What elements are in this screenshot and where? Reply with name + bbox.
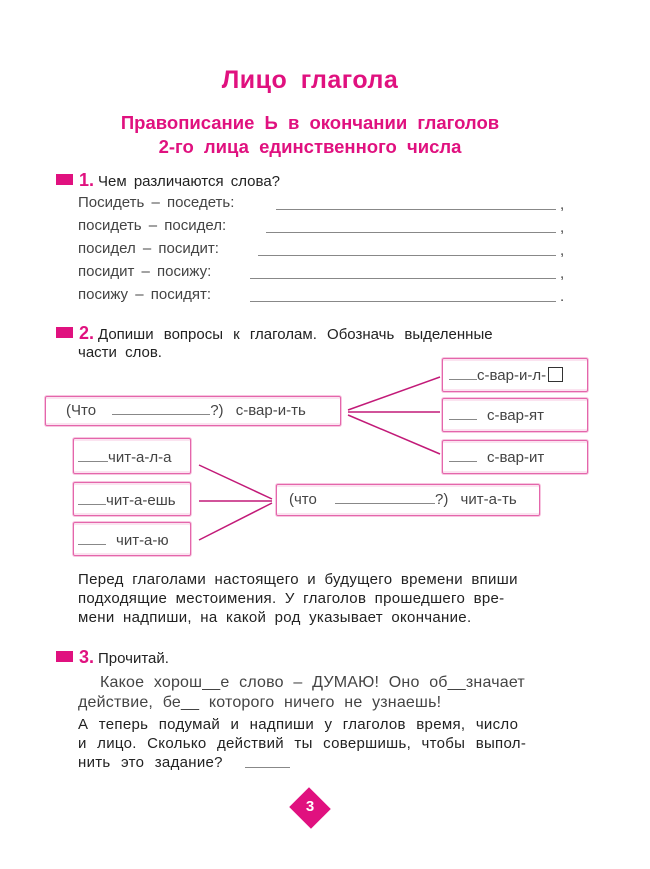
task3-question-line-1: А теперь подумай и надпиши у глаголов время, число — [78, 716, 519, 733]
pronoun-blank-svaril[interactable] — [449, 368, 477, 380]
task1-prompt: Чем различаются слова? — [98, 173, 281, 190]
task2-instruction-line-3: мени надпиши, на какой род указывает окончание. — [78, 609, 472, 626]
task2-prompt-line-2: части слов. — [78, 344, 162, 361]
task2-prompt-line-1: Допиши вопросы к глаголам. Обозначь выделенные — [98, 326, 493, 343]
task3-reading-line-2: действие, бе__ которого ничего не узнаешь! — [78, 694, 442, 711]
task3-reading-line-1: Какое хорош__е слово – ДУМАЮ! Оно об__значает — [100, 674, 525, 691]
subtitle-line-1: Правописание Ь в окончании глаголов — [120, 112, 500, 133]
page-number: 3 — [305, 798, 315, 815]
task3-answer-field[interactable] — [245, 767, 290, 768]
form-chitaesh: чит-а-ешь — [106, 492, 176, 509]
task1-row-4-punct: , — [560, 265, 565, 282]
form-svaril: с-вар-и-л- — [477, 367, 547, 384]
pronoun-blank-chitayu[interactable] — [78, 533, 106, 545]
question-blank-chitat[interactable] — [335, 492, 435, 504]
chitat-question-box — [276, 484, 540, 516]
form-box-chitaesh — [73, 482, 191, 516]
question-open: (Что — [66, 402, 97, 419]
task1-row-4-label: посидит – посижу: — [78, 263, 212, 280]
pronoun-blank-chitaesh[interactable] — [78, 493, 106, 505]
task3-question-line-3: нить это задание? — [78, 754, 223, 771]
word-chitat: чит-а-ть — [460, 491, 517, 508]
svarit-question-box — [45, 396, 341, 426]
task-marker-icon — [56, 651, 73, 662]
task3-question-line-2: и лицо. Сколько действий ты совершишь, чтобы выпол- — [78, 735, 527, 752]
form-chitala: чит-а-л-а — [108, 449, 172, 466]
task2-number: 2. — [79, 323, 95, 343]
form-box-svaril — [442, 358, 588, 392]
task3-number: 3. — [79, 647, 95, 667]
task1-row-3-label: посидел – посидит: — [78, 240, 219, 257]
task1-row-1-punct: , — [560, 196, 565, 213]
question-open: (что — [289, 491, 317, 508]
form-box-svarit — [442, 440, 588, 474]
task1-row-5-label: посижу – посидят: — [78, 286, 211, 303]
pronoun-blank-svaryat[interactable] — [449, 408, 477, 420]
task1-row-2-label: посидеть – посидел: — [78, 217, 227, 234]
ending-checkbox[interactable] — [548, 367, 563, 382]
task1-row-3-punct: , — [560, 242, 565, 259]
task1-row-2-punct: , — [560, 219, 565, 236]
task1-row-1-label: Посидеть – поседеть: — [78, 194, 235, 211]
form-box-chitayu — [73, 522, 191, 556]
page-title: Лицо глагола — [221, 66, 399, 94]
pronoun-blank-svarit[interactable] — [449, 450, 477, 462]
form-chitayu: чит-а-ю — [116, 532, 169, 549]
question-blank-svarit[interactable] — [112, 403, 210, 415]
task1-number: 1. — [79, 170, 95, 190]
word-svarit: с-вар-и-ть — [235, 402, 306, 419]
form-svarit: с-вар-ит — [487, 449, 545, 466]
subtitle-line-2: 2-го лица единственного числа — [158, 136, 462, 157]
task3-header — [56, 647, 169, 668]
form-box-svaryat — [442, 398, 588, 432]
task3-prompt: Прочитай. — [98, 650, 169, 667]
question-close: ?) — [210, 402, 224, 419]
form-box-chitala — [73, 438, 191, 474]
question-close: ?) — [435, 491, 449, 508]
task1-row-5-punct: . — [560, 288, 565, 305]
task2-instruction-line-1: Перед глаголами настоящего и будущего времени впиши — [78, 571, 518, 588]
task2-instruction-line-2: подходящие местоимения. У глаголов прошедшего вре- — [78, 590, 505, 607]
pronoun-blank-chitala[interactable] — [78, 450, 108, 462]
form-svaryat: с-вар-ят — [487, 407, 544, 424]
